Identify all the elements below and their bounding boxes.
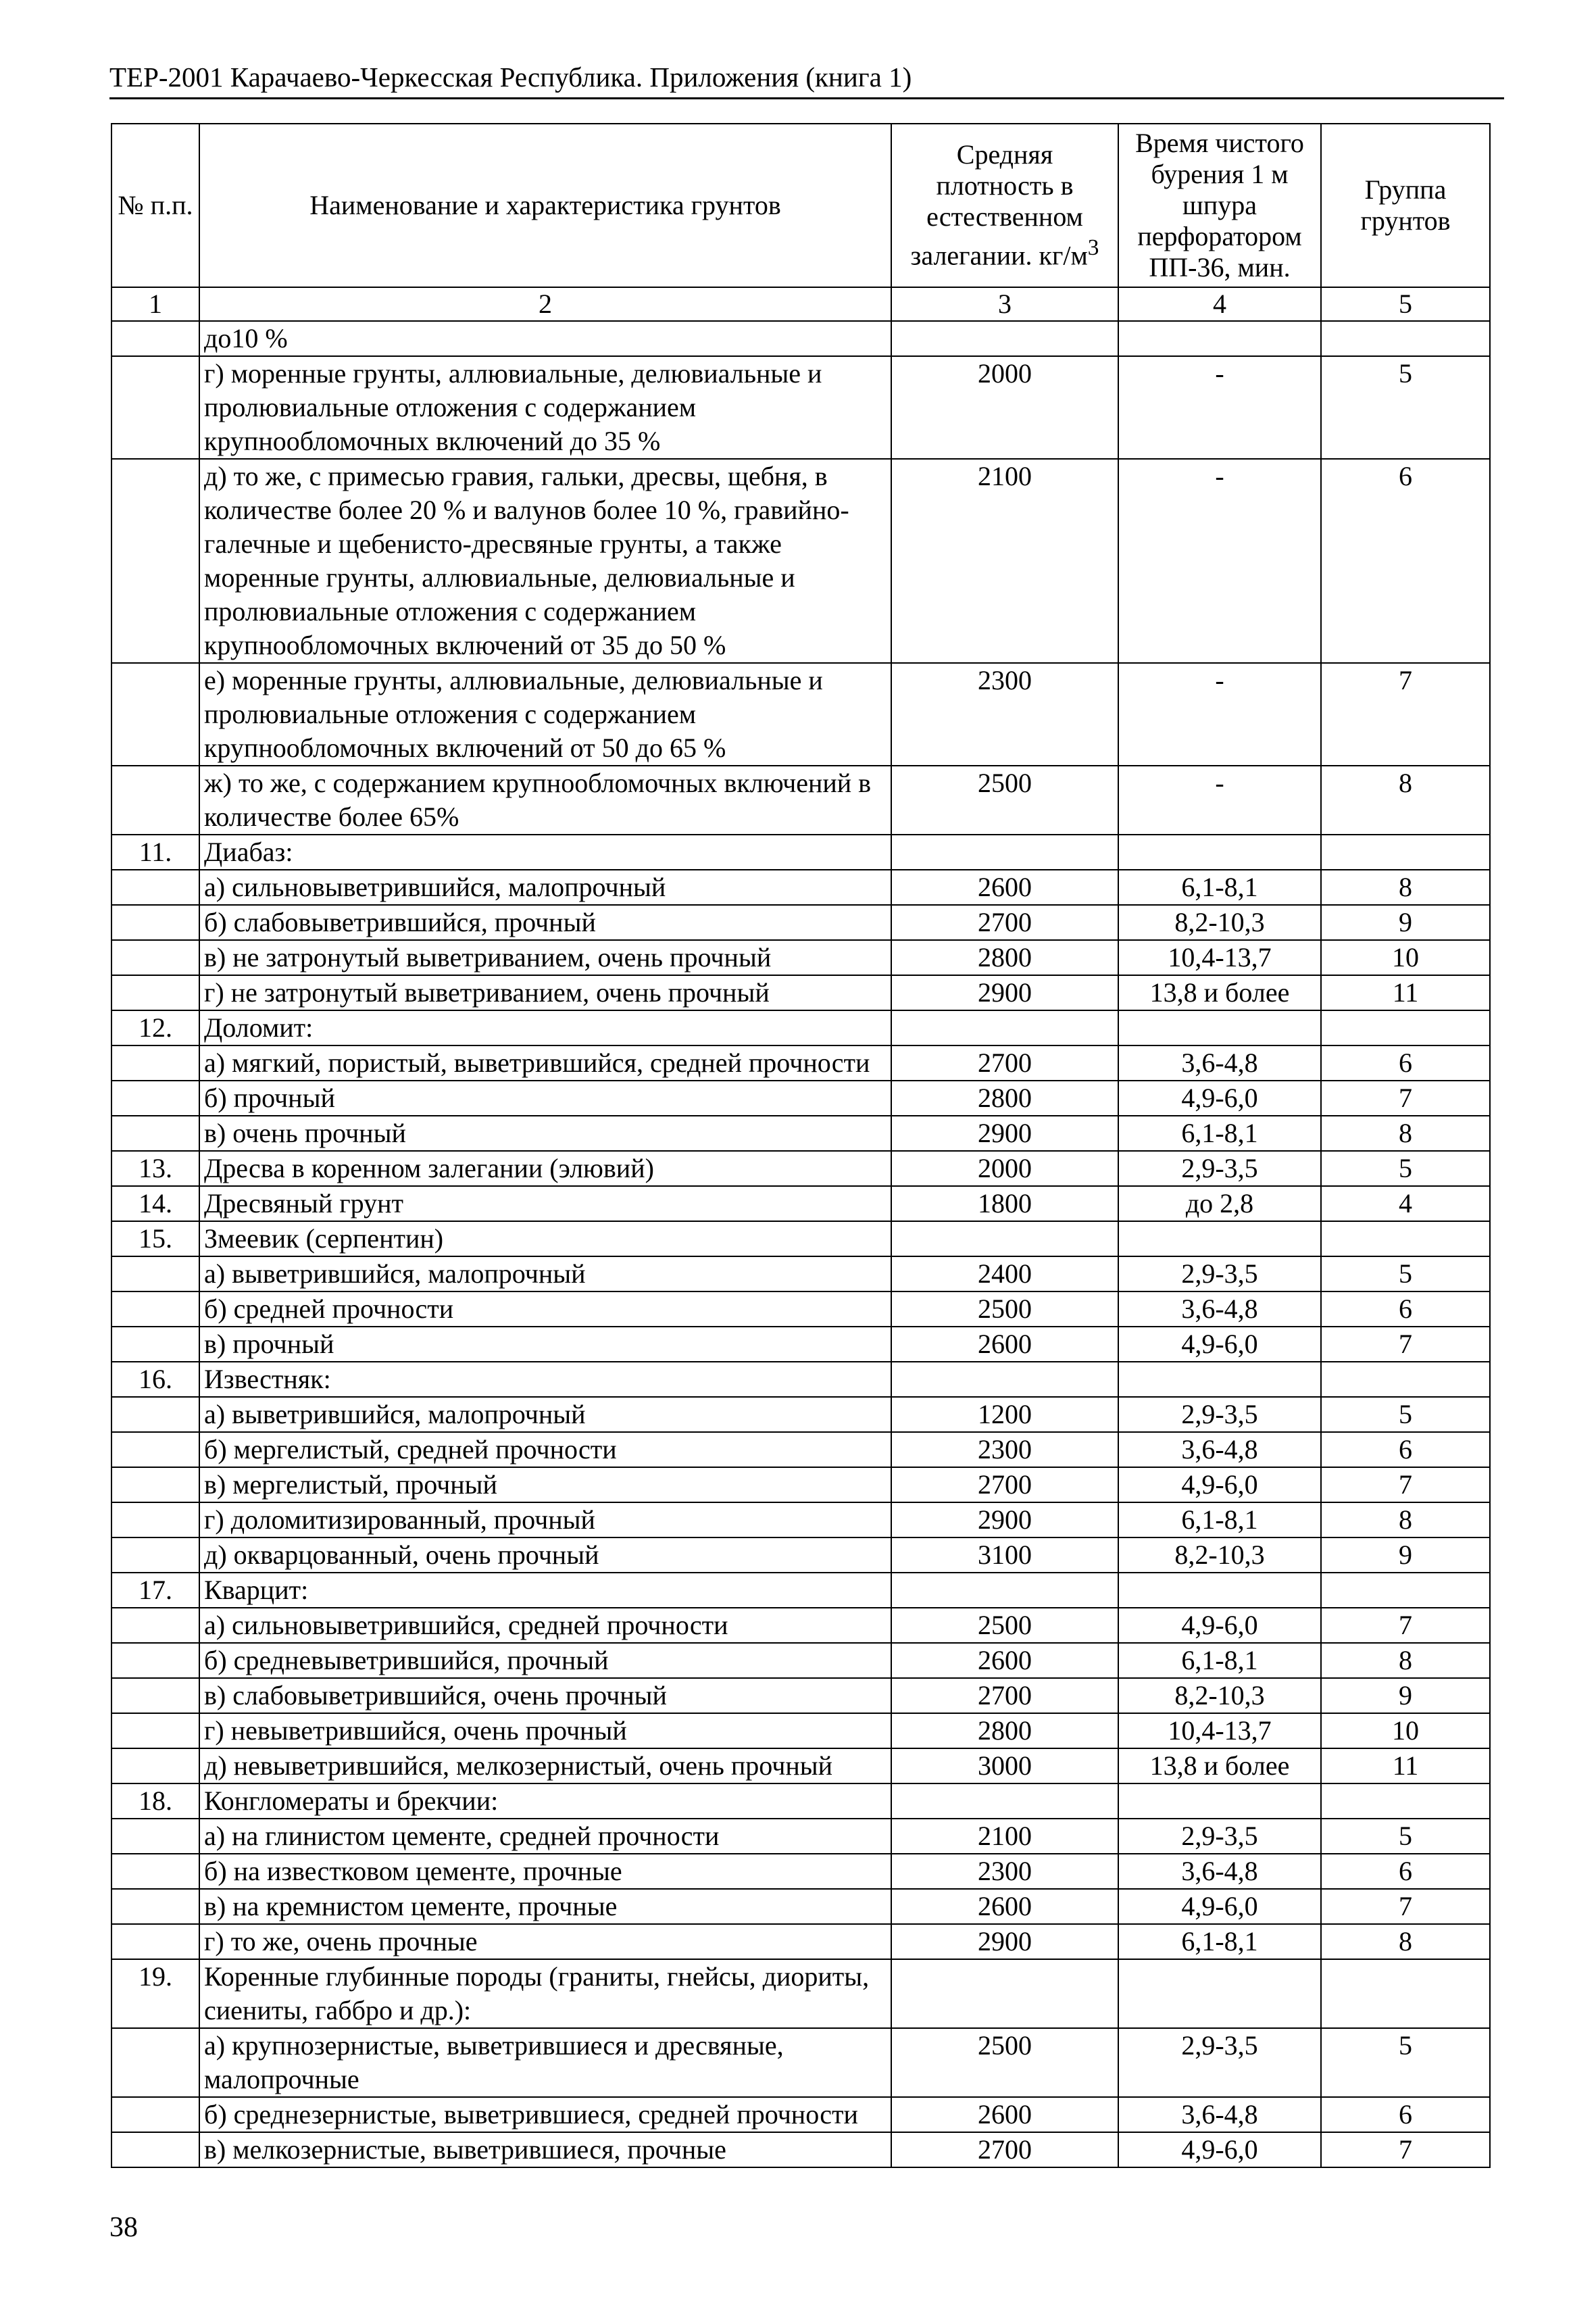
soil-group: 10 — [1321, 940, 1490, 975]
soil-name: в) очень прочный — [199, 1116, 891, 1151]
table-row — [111, 1819, 1490, 1854]
row-number — [111, 2097, 199, 2132]
row-number — [111, 2028, 199, 2097]
col-number-1: 1 — [111, 287, 199, 321]
table-row — [111, 1432, 1490, 1467]
soil-name: г) моренные грунты, аллювиальные, делювиальные и пролювиальные отложения с содержанием крупнообломочных включений до 35 % — [199, 356, 891, 459]
table-row — [111, 1116, 1490, 1151]
table-row — [111, 1010, 1490, 1045]
table-row — [111, 975, 1490, 1010]
col-name-header: Наименование и характеристика грунтов — [199, 124, 891, 287]
soil-group: 8 — [1321, 870, 1490, 905]
soil-name: а) крупнозернистые, выветрившиеся и дресвяные, малопрочные — [199, 2028, 891, 2097]
table-row — [111, 1291, 1490, 1327]
drilling-time — [1118, 1959, 1321, 2028]
drilling-time: 2,9-3,5 — [1118, 1256, 1321, 1291]
row-number — [111, 1748, 199, 1783]
soil-group — [1321, 1783, 1490, 1819]
soil-name: а) выветрившийся, малопрочный — [199, 1256, 891, 1291]
density-value: 2700 — [891, 1045, 1118, 1081]
density-value: 2300 — [891, 663, 1118, 766]
soil-name: а) мягкий, пористый, выветрившийся, средней прочности — [199, 1045, 891, 1081]
soil-name: е) моренные грунты, аллювиальные, делювиальные и пролювиальные отложения с содержанием крупнообломочных включений от 50 до 65 % — [199, 663, 891, 766]
soil-group: 6 — [1321, 1432, 1490, 1467]
row-number: 15. — [111, 1221, 199, 1256]
soil-name: Кварцит: — [199, 1573, 891, 1608]
soil-group — [1321, 1959, 1490, 2028]
row-number — [111, 356, 199, 459]
density-value: 2700 — [891, 1467, 1118, 1502]
drilling-time: 4,9-6,0 — [1118, 1889, 1321, 1924]
drilling-time: 4,9-6,0 — [1118, 1081, 1321, 1116]
row-number — [111, 1678, 199, 1713]
row-number — [111, 1397, 199, 1432]
density-value: 1200 — [891, 1397, 1118, 1432]
density-value: 2100 — [891, 459, 1118, 663]
row-number — [111, 1819, 199, 1854]
row-number — [111, 1467, 199, 1502]
col-number-4: 4 — [1118, 287, 1321, 321]
soil-name: Коренные глубинные породы (граниты, гнейсы, диориты, сиениты, габбро и др.): — [199, 1959, 891, 2028]
soil-group — [1321, 1573, 1490, 1608]
density-value: 2800 — [891, 940, 1118, 975]
density-header-unit-power: 3 — [1087, 235, 1099, 261]
density-value: 2000 — [891, 356, 1118, 459]
table-row — [111, 1924, 1490, 1959]
row-number: 11. — [111, 835, 199, 870]
table-row — [111, 1221, 1490, 1256]
soil-group: 9 — [1321, 1678, 1490, 1713]
drilling-time: 2,9-3,5 — [1118, 2028, 1321, 2097]
table-row — [111, 1713, 1490, 1748]
drilling-time: 3,6-4,8 — [1118, 2097, 1321, 2132]
soil-name: б) средней прочности — [199, 1291, 891, 1327]
soil-name: б) мергелистый, средней прочности — [199, 1432, 891, 1467]
table-row — [111, 1327, 1490, 1362]
drilling-time — [1118, 1010, 1321, 1045]
soil-name: а) сильновыветрившийся, малопрочный — [199, 870, 891, 905]
drilling-time — [1118, 835, 1321, 870]
soil-name: Известняк: — [199, 1362, 891, 1397]
density-value: 2900 — [891, 975, 1118, 1010]
soil-table — [111, 123, 1491, 2168]
soil-group: 5 — [1321, 356, 1490, 459]
density-value: 2900 — [891, 1502, 1118, 1537]
drilling-time: - — [1118, 766, 1321, 835]
soil-name: в) не затронутый выветриванием, очень прочный — [199, 940, 891, 975]
table-row — [111, 1397, 1490, 1432]
density-value: 2000 — [891, 1151, 1118, 1186]
soil-group: 5 — [1321, 1397, 1490, 1432]
density-value: 2600 — [891, 1643, 1118, 1678]
density-value — [891, 321, 1118, 356]
density-value: 2800 — [891, 1081, 1118, 1116]
density-value: 2600 — [891, 2097, 1118, 2132]
soil-group: 7 — [1321, 1889, 1490, 1924]
row-number — [111, 2132, 199, 2167]
table-row — [111, 1151, 1490, 1186]
soil-name: д) окварцованный, очень прочный — [199, 1537, 891, 1573]
soil-group: 5 — [1321, 2028, 1490, 2097]
soil-group: 6 — [1321, 1854, 1490, 1889]
soil-name: Доломит: — [199, 1010, 891, 1045]
table-row — [111, 459, 1490, 663]
table-row — [111, 1186, 1490, 1221]
row-number: 19. — [111, 1959, 199, 2028]
drilling-time: 8,2-10,3 — [1118, 1537, 1321, 1573]
drilling-time: 10,4-13,7 — [1118, 940, 1321, 975]
table-row — [111, 870, 1490, 905]
row-number — [111, 975, 199, 1010]
drilling-time: 2,9-3,5 — [1118, 1397, 1321, 1432]
row-number — [111, 1643, 199, 1678]
density-value: 2500 — [891, 1608, 1118, 1643]
soil-group: 7 — [1321, 1608, 1490, 1643]
soil-group — [1321, 321, 1490, 356]
column-number-row — [111, 287, 1490, 321]
density-value: 2700 — [891, 905, 1118, 940]
soil-name: б) слабовыветрившийся, прочный — [199, 905, 891, 940]
col-number-5: 5 — [1321, 287, 1490, 321]
row-number — [111, 1924, 199, 1959]
soil-group: 8 — [1321, 1924, 1490, 1959]
soil-name: а) выветрившийся, малопрочный — [199, 1397, 891, 1432]
density-value — [891, 1783, 1118, 1819]
drilling-time: 4,9-6,0 — [1118, 1327, 1321, 1362]
soil-name: г) не затронутый выветриванием, очень прочный — [199, 975, 891, 1010]
density-value: 2500 — [891, 766, 1118, 835]
table-row — [111, 2097, 1490, 2132]
table-row — [111, 1678, 1490, 1713]
soil-group: 11 — [1321, 1748, 1490, 1783]
row-number — [111, 663, 199, 766]
density-value: 2700 — [891, 2132, 1118, 2167]
table-row — [111, 663, 1490, 766]
soil-name: в) на кремнистом цементе, прочные — [199, 1889, 891, 1924]
density-value — [891, 835, 1118, 870]
density-value: 2500 — [891, 1291, 1118, 1327]
row-number: 14. — [111, 1186, 199, 1221]
soil-name: в) мелкозернистые, выветрившиеся, прочные — [199, 2132, 891, 2167]
soil-name: б) на известковом цементе, прочные — [199, 1854, 891, 1889]
drilling-time — [1118, 1362, 1321, 1397]
page-number: 38 — [109, 2212, 138, 2243]
drilling-time: до 2,8 — [1118, 1186, 1321, 1221]
row-number — [111, 321, 199, 356]
drilling-time: 3,6-4,8 — [1118, 1432, 1321, 1467]
table-row — [111, 1081, 1490, 1116]
table-row — [111, 1854, 1490, 1889]
row-number — [111, 1256, 199, 1291]
soil-name: д) невыветрившийся, мелкозернистый, очень прочный — [199, 1748, 891, 1783]
drilling-time: 3,6-4,8 — [1118, 1291, 1321, 1327]
soil-group: 6 — [1321, 1291, 1490, 1327]
soil-name: Диабаз: — [199, 835, 891, 870]
row-number: 17. — [111, 1573, 199, 1608]
soil-group: 7 — [1321, 2132, 1490, 2167]
soil-name: г) доломитизированный, прочный — [199, 1502, 891, 1537]
soil-name: д) то же, с примесью гравия, гальки, дресвы, щебня, в количестве более 20 % и валунов более 10 %, гравийно-галечные и щебенисто-дресвяные грунты, а также моренные грунты, аллювиальные, делювиальные и пролювиальные отложения с содержанием крупнообломочных включений от 35 до 50 % — [199, 459, 891, 663]
density-value — [891, 1221, 1118, 1256]
drilling-time: 6,1-8,1 — [1118, 870, 1321, 905]
row-number: 13. — [111, 1151, 199, 1186]
density-value: 2800 — [891, 1713, 1118, 1748]
drilling-time: 3,6-4,8 — [1118, 1854, 1321, 1889]
table-row — [111, 1362, 1490, 1397]
table-row — [111, 1502, 1490, 1537]
drilling-time: 10,4-13,7 — [1118, 1713, 1321, 1748]
soil-group: 5 — [1321, 1151, 1490, 1186]
table-row — [111, 2132, 1490, 2167]
drilling-time: 6,1-8,1 — [1118, 1502, 1321, 1537]
row-number: 16. — [111, 1362, 199, 1397]
row-number: 18. — [111, 1783, 199, 1819]
soil-group: 5 — [1321, 1256, 1490, 1291]
table-row — [111, 1537, 1490, 1573]
table-row — [111, 1783, 1490, 1819]
table-row — [111, 2028, 1490, 2097]
soil-group: 6 — [1321, 2097, 1490, 2132]
row-number — [111, 1713, 199, 1748]
drilling-time — [1118, 1573, 1321, 1608]
soil-group: 8 — [1321, 1502, 1490, 1537]
soil-group — [1321, 1362, 1490, 1397]
drilling-time: 2,9-3,5 — [1118, 1819, 1321, 1854]
drilling-time: 8,2-10,3 — [1118, 905, 1321, 940]
table-row — [111, 905, 1490, 940]
density-value: 2400 — [891, 1256, 1118, 1291]
soil-group: 8 — [1321, 1643, 1490, 1678]
soil-name: б) средневыветрившийся, прочный — [199, 1643, 891, 1678]
soil-name: Змеевик (серпентин) — [199, 1221, 891, 1256]
table-row — [111, 356, 1490, 459]
table-row — [111, 1889, 1490, 1924]
soil-group: 7 — [1321, 663, 1490, 766]
density-value: 2300 — [891, 1854, 1118, 1889]
soil-group: 9 — [1321, 905, 1490, 940]
soil-group: 5 — [1321, 1819, 1490, 1854]
soil-name: ж) то же, с содержанием крупнообломочных включений в количестве более 65% — [199, 766, 891, 835]
row-number — [111, 1608, 199, 1643]
soil-group: 6 — [1321, 459, 1490, 663]
density-value: 2100 — [891, 1819, 1118, 1854]
row-number — [111, 1081, 199, 1116]
drilling-time: 6,1-8,1 — [1118, 1643, 1321, 1678]
soil-group: 7 — [1321, 1467, 1490, 1502]
table-row — [111, 940, 1490, 975]
table-row — [111, 835, 1490, 870]
soil-name: а) на глинистом цементе, средней прочности — [199, 1819, 891, 1854]
density-value — [891, 1362, 1118, 1397]
density-value: 2600 — [891, 870, 1118, 905]
col-group-header: Группа грунтов — [1321, 124, 1490, 287]
table-row — [111, 1467, 1490, 1502]
density-value: 1800 — [891, 1186, 1118, 1221]
density-value: 3100 — [891, 1537, 1118, 1573]
soil-name: в) слабовыветрившийся, очень прочный — [199, 1678, 891, 1713]
table-row — [111, 321, 1490, 356]
soil-name: б) среднезернистые, выветрившиеся, средней прочности — [199, 2097, 891, 2132]
row-number — [111, 940, 199, 975]
soil-name: Конгломераты и брекчии: — [199, 1783, 891, 1819]
soil-group — [1321, 1010, 1490, 1045]
drilling-time — [1118, 1221, 1321, 1256]
soil-group: 9 — [1321, 1537, 1490, 1573]
drilling-time: 4,9-6,0 — [1118, 1608, 1321, 1643]
table-row — [111, 766, 1490, 835]
density-value: 2600 — [891, 1889, 1118, 1924]
col-time-header: Время чистого бурения 1 м шпура перфоратором ПП-36, мин. — [1118, 124, 1321, 287]
density-value: 2900 — [891, 1924, 1118, 1959]
drilling-time: - — [1118, 663, 1321, 766]
soil-name: б) прочный — [199, 1081, 891, 1116]
row-number — [111, 766, 199, 835]
drilling-time: 2,9-3,5 — [1118, 1151, 1321, 1186]
row-number — [111, 1327, 199, 1362]
row-number — [111, 1889, 199, 1924]
density-value: 2900 — [891, 1116, 1118, 1151]
density-value: 2300 — [891, 1432, 1118, 1467]
soil-group — [1321, 835, 1490, 870]
soil-name: Дресвяный грунт — [199, 1186, 891, 1221]
density-value: 3000 — [891, 1748, 1118, 1783]
row-number — [111, 1537, 199, 1573]
soil-group: 6 — [1321, 1045, 1490, 1081]
density-header-text: Средняя плотность в естественном залегании. кг/м — [910, 139, 1088, 271]
row-number — [111, 870, 199, 905]
drilling-time — [1118, 321, 1321, 356]
table-row — [111, 1608, 1490, 1643]
row-number — [111, 1116, 199, 1151]
col-number-2: 2 — [199, 287, 891, 321]
table-row — [111, 1573, 1490, 1608]
soil-name: а) сильновыветрившийся, средней прочности — [199, 1608, 891, 1643]
col-number-3: 3 — [891, 287, 1118, 321]
soil-group: 7 — [1321, 1327, 1490, 1362]
soil-group: 7 — [1321, 1081, 1490, 1116]
row-number: 12. — [111, 1010, 199, 1045]
soil-name: Дресва в коренном залегании (элювий) — [199, 1151, 891, 1186]
drilling-time: 8,2-10,3 — [1118, 1678, 1321, 1713]
row-number — [111, 1854, 199, 1889]
drilling-time — [1118, 1783, 1321, 1819]
drilling-time: 6,1-8,1 — [1118, 1116, 1321, 1151]
density-value: 2700 — [891, 1678, 1118, 1713]
soil-name: в) прочный — [199, 1327, 891, 1362]
soil-name: г) невыветрившийся, очень прочный — [199, 1713, 891, 1748]
drilling-time: 3,6-4,8 — [1118, 1045, 1321, 1081]
row-number — [111, 459, 199, 663]
col-number-header: № п.п. — [111, 124, 199, 287]
drilling-time: 4,9-6,0 — [1118, 2132, 1321, 2167]
drilling-time: 6,1-8,1 — [1118, 1924, 1321, 1959]
density-value: 2500 — [891, 2028, 1118, 2097]
soil-group — [1321, 1221, 1490, 1256]
density-value — [891, 1959, 1118, 2028]
soil-group: 4 — [1321, 1186, 1490, 1221]
table-row — [111, 1045, 1490, 1081]
table-body — [111, 321, 1490, 2167]
table-row — [111, 1643, 1490, 1678]
density-value: 2600 — [891, 1327, 1118, 1362]
soil-group: 8 — [1321, 766, 1490, 835]
row-number — [111, 1502, 199, 1537]
drilling-time: - — [1118, 459, 1321, 663]
soil-group: 11 — [1321, 975, 1490, 1010]
row-number — [111, 1432, 199, 1467]
table-row — [111, 1959, 1490, 2028]
density-value — [891, 1010, 1118, 1045]
soil-group: 8 — [1321, 1116, 1490, 1151]
drilling-time: - — [1118, 356, 1321, 459]
table-row — [111, 1256, 1490, 1291]
col-density-header — [891, 124, 1118, 287]
drilling-time: 4,9-6,0 — [1118, 1467, 1321, 1502]
row-number — [111, 905, 199, 940]
soil-name: до10 % — [199, 321, 891, 356]
drilling-time: 13,8 и более — [1118, 1748, 1321, 1783]
row-number — [111, 1045, 199, 1081]
table-row — [111, 1748, 1490, 1783]
soil-name: г) то же, очень прочные — [199, 1924, 891, 1959]
row-number — [111, 1291, 199, 1327]
drilling-time: 13,8 и более — [1118, 975, 1321, 1010]
page-header: ТЕР-2001 Карачаево-Черкесская Республика. Приложения (книга 1) — [109, 58, 1504, 99]
density-value — [891, 1573, 1118, 1608]
soil-name: в) мергелистый, прочный — [199, 1467, 891, 1502]
soil-group: 10 — [1321, 1713, 1490, 1748]
